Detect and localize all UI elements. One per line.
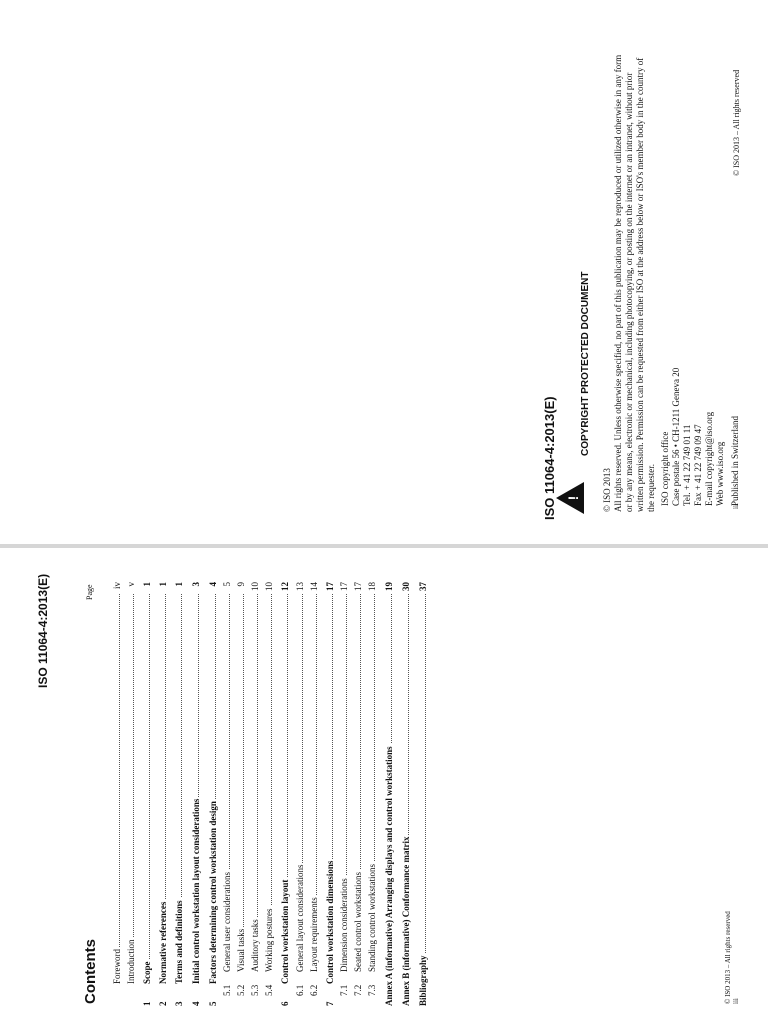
address-line: Fax + 41 22 749 09 47	[693, 424, 703, 506]
toc-entry-page: 17	[325, 582, 335, 591]
toc-entry[interactable]	[248, 582, 262, 1006]
toc-entry-label: Annex B (informative) Conformance matrix	[401, 836, 411, 1006]
copyright-notice	[602, 52, 657, 512]
toc-entry-page: 3	[191, 582, 201, 587]
page-footer: © ISO 2013 – All rights reserved	[732, 69, 741, 176]
warning-triangle-icon: !	[556, 482, 584, 514]
toc-entry-number: 2	[158, 1001, 168, 1006]
toc-leader-dots	[257, 594, 258, 972]
toc-entry-label: Initial control workstation layout considerations	[191, 798, 201, 984]
toc-entry-label: Seated control workstations	[353, 872, 363, 972]
toc-entry-label: General user considerations	[222, 872, 232, 972]
toc-entry-label: Visual tasks	[236, 928, 246, 972]
toc-entry-label: Foreword	[112, 949, 122, 984]
toc-entry-number: 1	[142, 1001, 152, 1006]
toc-entry-page: 4	[208, 582, 218, 587]
copyright-heading: COPYRIGHT PROTECTED DOCUMENT	[580, 271, 591, 456]
address-line: ISO copyright office	[660, 431, 670, 506]
toc-leader-dots	[149, 594, 150, 984]
toc-entry-page: 13	[295, 582, 305, 591]
toc-entry-number: 7	[325, 1001, 335, 1006]
toc-leader-dots	[243, 594, 244, 972]
toc-entry-page: 10	[250, 582, 260, 591]
toc-entry-label: Control workstation dimensions	[325, 860, 335, 984]
toc-entry-label: Working postures	[264, 908, 274, 972]
toc-entry[interactable]	[189, 582, 203, 1006]
toc-entry-page: 17	[339, 582, 349, 591]
notice-line: All rights reserved. Unless otherwise specified, no part of this publication may be reproduced or utilized otherwise in any form	[613, 54, 623, 512]
toc-entry-number: 4	[191, 1001, 201, 1006]
address-line: Case postale 56 • CH-1211 Geneva 20	[671, 367, 681, 506]
toc-entry-label: Annex A (informative) Arranging displays and control workstations	[384, 746, 394, 1006]
toc-entry-label: Normative references	[158, 901, 168, 984]
toc-entry-page: v	[126, 582, 136, 587]
toc-entry[interactable]	[172, 582, 186, 1006]
toc-entry-page: 10	[264, 582, 274, 591]
toc-entry[interactable]	[323, 582, 337, 1006]
toc-entry-page: 18	[367, 582, 377, 591]
toc-entry[interactable]	[110, 582, 124, 1006]
notice-line: the requester.	[646, 464, 656, 512]
page-footer: © ISO 2013 – All rights reserved	[724, 911, 732, 1004]
toc-entry-number: 6	[280, 1001, 290, 1006]
toc-entry[interactable]	[234, 582, 248, 1006]
published-in: Published in Switzerland	[730, 416, 740, 506]
toc-entry-label: Bibliography	[418, 955, 428, 1006]
toc-entry[interactable]	[156, 582, 170, 1006]
toc-entry-label: Layout requirements	[309, 897, 319, 972]
toc-entry-page: 1	[158, 582, 168, 587]
toc-entry-page: 12	[280, 582, 290, 591]
toc-entry-number: 7.1	[339, 984, 349, 996]
notice-year: © ISO 2013	[602, 468, 612, 512]
toc-entry-label: Introduction	[126, 939, 136, 984]
toc-entry-label: General layout considerations	[295, 864, 305, 972]
toc-entry[interactable]	[124, 582, 138, 1006]
page-header: ISO 11064-4:2013(E)	[36, 573, 50, 688]
toc-entry[interactable]	[140, 582, 154, 1006]
toc-entry-page: 14	[309, 582, 319, 591]
toc-entry[interactable]	[278, 582, 292, 1006]
page-column-label: Page	[85, 584, 94, 600]
toc-entry[interactable]	[365, 582, 379, 1006]
toc-entry-page: 30	[401, 582, 411, 591]
toc-entry-label: Scope	[142, 961, 152, 984]
toc-entry-label: Control workstation layout	[280, 879, 290, 984]
toc-entry[interactable]	[293, 582, 307, 1006]
toc-entry-number: 6.1	[295, 984, 305, 996]
toc-entry[interactable]	[351, 582, 365, 1006]
toc-entry[interactable]	[382, 582, 396, 1006]
contents-page	[0, 548, 768, 1024]
toc-entry-page: 1	[174, 582, 184, 587]
toc-entry-label: Standing control workstations	[367, 864, 377, 972]
page-number: iii	[732, 998, 740, 1004]
toc-entry-number: 5.1	[222, 984, 232, 996]
toc-entry-number: 7.3	[367, 984, 377, 996]
toc-entry[interactable]	[220, 582, 234, 1006]
toc-entry-label: Terms and definitions	[174, 900, 184, 984]
address-line: E-mail copyright@iso.org	[704, 411, 714, 506]
toc-entry-number: 5.2	[236, 984, 246, 996]
toc-entry-page: 5	[222, 582, 232, 587]
address-block	[660, 306, 741, 506]
toc-entry-page: 1	[142, 582, 152, 587]
toc-entry[interactable]	[399, 582, 413, 1006]
toc-entry-label: Factors determining control workstation design	[208, 801, 218, 984]
toc-entry-number: 7.2	[353, 984, 363, 996]
address-line: Web www.iso.org	[715, 441, 725, 506]
toc-leader-dots	[133, 594, 134, 984]
address-line: Tel. + 41 22 749 01 11	[682, 424, 692, 506]
toc-entry-number: 5.3	[250, 984, 260, 996]
toc-entry[interactable]	[307, 582, 321, 1006]
toc-entry-page: 9	[236, 582, 246, 587]
page-number: ii	[732, 505, 740, 509]
toc-entry-number: 5	[208, 1001, 218, 1006]
toc-entry[interactable]	[416, 582, 430, 1006]
toc-entry-page: iv	[112, 582, 122, 590]
toc-entry-number: 6.2	[309, 984, 319, 996]
toc-entry-number: 5.4	[264, 984, 274, 996]
notice-line: written permission. Permission can be requested from either ISO at the address below or ISO's member body in the country of	[635, 57, 645, 512]
contents-title: Contents	[82, 939, 99, 1004]
toc-leader-dots	[425, 594, 426, 1006]
page-header: ISO 11064-4:2013(E)	[542, 396, 557, 520]
notice-line: or by any means, electronic or mechanical, including photocopying, or posting on the internet or an intranet, without prior	[624, 72, 634, 512]
toc-entry[interactable]	[206, 582, 220, 1006]
toc-entry-label: Auditory tasks	[250, 919, 260, 972]
toc-entry-label: Dimension considerations	[339, 878, 349, 972]
toc-entry-page: 19	[384, 582, 394, 591]
toc-entry-page: 17	[353, 582, 363, 591]
toc-entry[interactable]	[262, 582, 276, 1006]
toc-entry-number: 3	[174, 1001, 184, 1006]
toc-entry-page: 37	[418, 582, 428, 591]
toc-entry[interactable]	[337, 582, 351, 1006]
toc-leader-dots	[119, 594, 120, 984]
toc-list	[110, 582, 428, 1006]
